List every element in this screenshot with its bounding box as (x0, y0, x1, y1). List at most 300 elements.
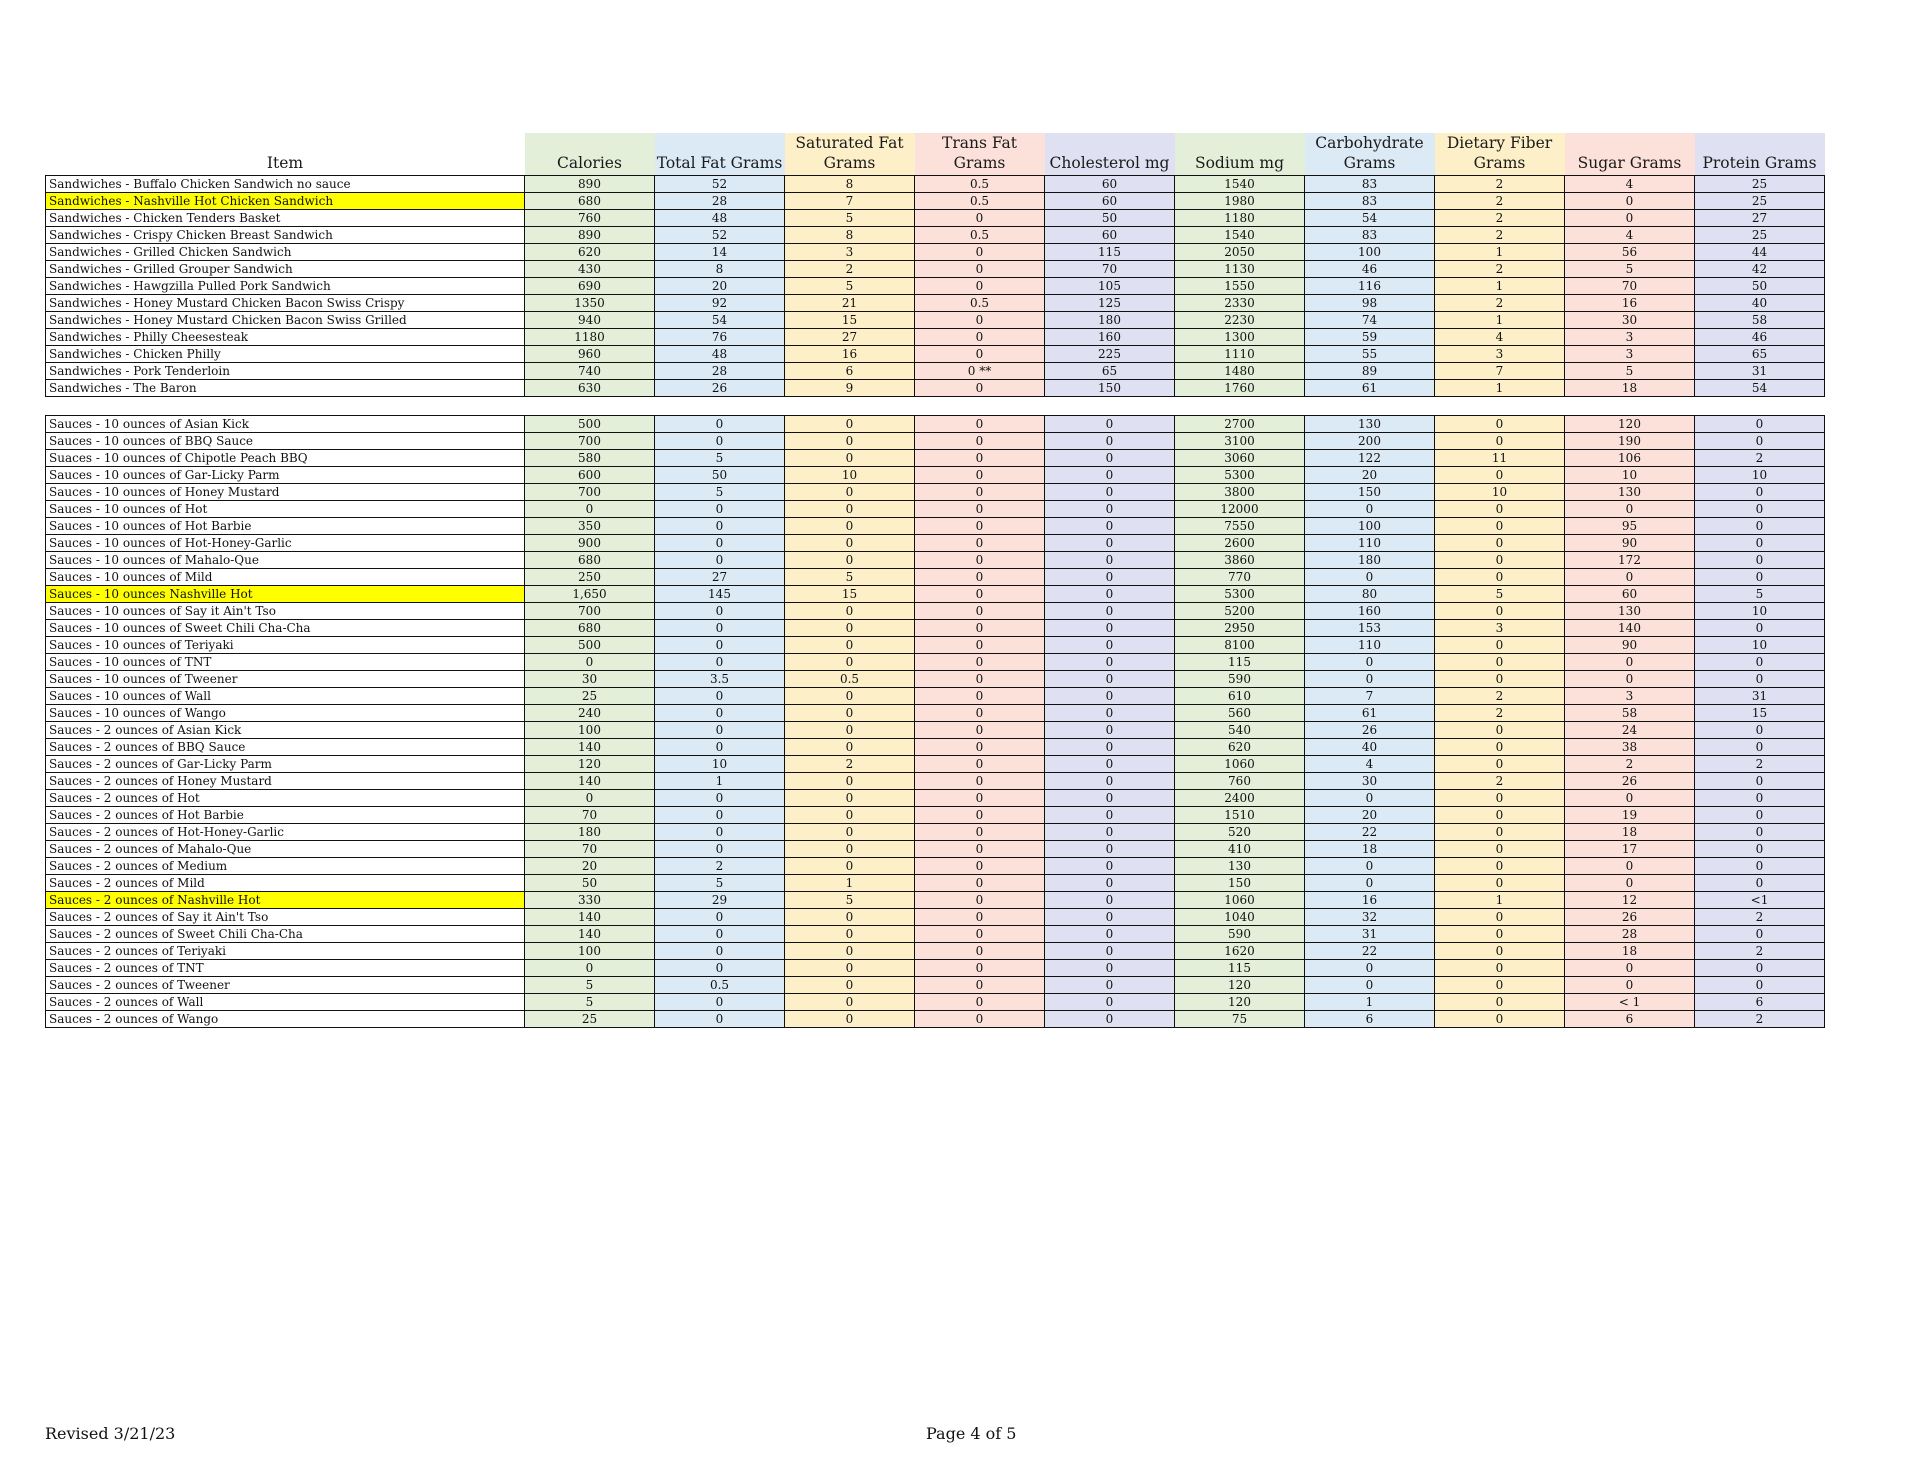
cholesterol-cell: 60 (1045, 176, 1175, 193)
sodium-cell: 1760 (1175, 380, 1305, 397)
trans-fat-cell: 0 (915, 278, 1045, 295)
trans-fat-cell: 0 (915, 518, 1045, 535)
protein-cell: 0 (1695, 977, 1825, 994)
calories-cell: 1180 (525, 329, 655, 346)
sodium-cell: 120 (1175, 977, 1305, 994)
carbohydrate-cell: 153 (1305, 620, 1435, 637)
sugar-cell: 16 (1565, 295, 1695, 312)
table-row (46, 875, 1825, 892)
total-fat-cell: 76 (655, 329, 785, 346)
item-name-cell: Sauces - 10 ounces of Mild (46, 569, 525, 586)
sodium-cell: 3800 (1175, 484, 1305, 501)
saturated-fat-cell: 0 (785, 416, 915, 433)
sodium-cell: 1300 (1175, 329, 1305, 346)
table-row (46, 416, 1825, 433)
item-name-cell: Sauces - 2 ounces of Wall (46, 994, 525, 1011)
calories-cell: 5 (525, 994, 655, 1011)
table-row (46, 705, 1825, 722)
calories-cell: 1350 (525, 295, 655, 312)
table-row (46, 535, 1825, 552)
sodium-cell: 410 (1175, 841, 1305, 858)
saturated-fat-cell: 0 (785, 977, 915, 994)
sodium-cell: 1110 (1175, 346, 1305, 363)
sodium-cell: 760 (1175, 773, 1305, 790)
table-row (46, 501, 1825, 518)
calories-cell: 140 (525, 926, 655, 943)
carbohydrate-cell: 30 (1305, 773, 1435, 790)
item-name-cell: Sauces - 10 ounces of Wall (46, 688, 525, 705)
protein-cell: 0 (1695, 671, 1825, 688)
saturated-fat-cell: 0 (785, 501, 915, 518)
calories-cell: 140 (525, 739, 655, 756)
table-row (46, 210, 1825, 227)
saturated-fat-cell: 0 (785, 824, 915, 841)
dietary-fiber-cell: 4 (1435, 329, 1565, 346)
table-row (46, 518, 1825, 535)
cholesterol-cell: 0 (1045, 824, 1175, 841)
table-row (46, 484, 1825, 501)
calories-cell: 5 (525, 977, 655, 994)
total-fat-cell: 1 (655, 773, 785, 790)
calories-cell: 140 (525, 773, 655, 790)
cholesterol-cell: 160 (1045, 329, 1175, 346)
carbohydrate-cell: 61 (1305, 705, 1435, 722)
table-row (46, 892, 1825, 909)
table-row (46, 586, 1825, 603)
item-name-cell: Sauces - 2 ounces of Hot Barbie (46, 807, 525, 824)
dietary-fiber-cell: 0 (1435, 960, 1565, 977)
calories-cell: 180 (525, 824, 655, 841)
trans-fat-cell: 0 (915, 858, 1045, 875)
table-row (46, 278, 1825, 295)
dietary-fiber-cell: 1 (1435, 244, 1565, 261)
calories-cell: 580 (525, 450, 655, 467)
total-fat-cell: 0 (655, 943, 785, 960)
dietary-fiber-cell: 0 (1435, 569, 1565, 586)
dietary-fiber-cell: 11 (1435, 450, 1565, 467)
dietary-fiber-cell: 0 (1435, 518, 1565, 535)
carbohydrate-cell: 74 (1305, 312, 1435, 329)
carbohydrate-cell: 0 (1305, 654, 1435, 671)
trans-fat-cell: 0 (915, 977, 1045, 994)
carbohydrate-cell: 122 (1305, 450, 1435, 467)
dietary-fiber-cell: 0 (1435, 858, 1565, 875)
calories-cell: 70 (525, 807, 655, 824)
dietary-fiber-cell: 2 (1435, 176, 1565, 193)
table-row (46, 346, 1825, 363)
carbohydrate-cell: 0 (1305, 875, 1435, 892)
carbohydrate-cell: 150 (1305, 484, 1435, 501)
saturated-fat-cell: 5 (785, 569, 915, 586)
sodium-cell: 5300 (1175, 467, 1305, 484)
calories-cell: 350 (525, 518, 655, 535)
protein-cell: <1 (1695, 892, 1825, 909)
item-name-cell: Sandwiches - Pork Tenderloin (46, 363, 525, 380)
column-header-sugar: Sugar Grams (1565, 133, 1695, 176)
table-row (46, 244, 1825, 261)
sugar-cell: 3 (1565, 329, 1695, 346)
trans-fat-cell: 0 (915, 244, 1045, 261)
trans-fat-cell: 0.5 (915, 227, 1045, 244)
cholesterol-cell: 0 (1045, 909, 1175, 926)
saturated-fat-cell: 0 (785, 518, 915, 535)
sugar-cell: 4 (1565, 176, 1695, 193)
dietary-fiber-cell: 3 (1435, 620, 1565, 637)
total-fat-cell: 0 (655, 909, 785, 926)
sodium-cell: 75 (1175, 1011, 1305, 1028)
column-header-cholesterol: Cholesterol mg (1045, 133, 1175, 176)
protein-cell: 0 (1695, 620, 1825, 637)
cholesterol-cell: 0 (1045, 705, 1175, 722)
cholesterol-cell: 150 (1045, 380, 1175, 397)
saturated-fat-cell: 5 (785, 278, 915, 295)
sugar-cell: 0 (1565, 671, 1695, 688)
carbohydrate-cell: 46 (1305, 261, 1435, 278)
revised-date: Revised 3/21/23 (45, 1424, 176, 1443)
carbohydrate-cell: 200 (1305, 433, 1435, 450)
protein-cell: 27 (1695, 210, 1825, 227)
table-row (46, 363, 1825, 380)
protein-cell: 0 (1695, 773, 1825, 790)
saturated-fat-cell: 0.5 (785, 671, 915, 688)
item-name-cell: Sauces - 2 ounces of Medium (46, 858, 525, 875)
saturated-fat-cell: 0 (785, 960, 915, 977)
column-header-carbohydrate: Carbohydrate Grams (1305, 133, 1435, 176)
sodium-cell: 12000 (1175, 501, 1305, 518)
protein-cell: 25 (1695, 176, 1825, 193)
protein-cell: 46 (1695, 329, 1825, 346)
cholesterol-cell: 0 (1045, 569, 1175, 586)
trans-fat-cell: 0 (915, 807, 1045, 824)
dietary-fiber-cell: 0 (1435, 994, 1565, 1011)
trans-fat-cell: 0 (915, 552, 1045, 569)
sugar-cell: 90 (1565, 535, 1695, 552)
item-name-cell: Sauces - 2 ounces of TNT (46, 960, 525, 977)
protein-cell: 2 (1695, 450, 1825, 467)
total-fat-cell: 52 (655, 227, 785, 244)
table-row (46, 858, 1825, 875)
column-header-total-fat: Total Fat Grams (655, 133, 785, 176)
calories-cell: 240 (525, 705, 655, 722)
carbohydrate-cell: 6 (1305, 1011, 1435, 1028)
table-row (46, 620, 1825, 637)
total-fat-cell: 20 (655, 278, 785, 295)
sugar-cell: 10 (1565, 467, 1695, 484)
total-fat-cell: 0 (655, 1011, 785, 1028)
carbohydrate-cell: 0 (1305, 671, 1435, 688)
sugar-cell: 0 (1565, 960, 1695, 977)
carbohydrate-cell: 0 (1305, 960, 1435, 977)
carbohydrate-cell: 116 (1305, 278, 1435, 295)
sugar-cell: 3 (1565, 688, 1695, 705)
saturated-fat-cell: 5 (785, 892, 915, 909)
item-name-cell: Sandwiches - Nashville Hot Chicken Sandwich (46, 193, 525, 210)
sugar-cell: 5 (1565, 363, 1695, 380)
sugar-cell: 4 (1565, 227, 1695, 244)
calories-cell: 0 (525, 654, 655, 671)
sodium-cell: 2050 (1175, 244, 1305, 261)
sugar-cell: 3 (1565, 346, 1695, 363)
saturated-fat-cell: 0 (785, 722, 915, 739)
cholesterol-cell: 0 (1045, 501, 1175, 518)
sugar-cell: 90 (1565, 637, 1695, 654)
saturated-fat-cell: 6 (785, 363, 915, 380)
dietary-fiber-cell: 0 (1435, 1011, 1565, 1028)
cholesterol-cell: 0 (1045, 807, 1175, 824)
sugar-cell: 172 (1565, 552, 1695, 569)
protein-cell: 6 (1695, 994, 1825, 1011)
calories-cell: 500 (525, 416, 655, 433)
protein-cell: 0 (1695, 484, 1825, 501)
cholesterol-cell: 0 (1045, 756, 1175, 773)
dietary-fiber-cell: 0 (1435, 756, 1565, 773)
protein-cell: 2 (1695, 1011, 1825, 1028)
cholesterol-cell: 0 (1045, 926, 1175, 943)
carbohydrate-cell: 83 (1305, 193, 1435, 210)
carbohydrate-cell: 40 (1305, 739, 1435, 756)
item-name-cell: Sandwiches - Buffalo Chicken Sandwich no sauce (46, 176, 525, 193)
trans-fat-cell: 0 (915, 637, 1045, 654)
saturated-fat-cell: 2 (785, 261, 915, 278)
dietary-fiber-cell: 0 (1435, 926, 1565, 943)
sugar-cell: 95 (1565, 518, 1695, 535)
calories-cell: 0 (525, 790, 655, 807)
saturated-fat-cell: 1 (785, 875, 915, 892)
total-fat-cell: 5 (655, 875, 785, 892)
sodium-cell: 770 (1175, 569, 1305, 586)
saturated-fat-cell: 0 (785, 909, 915, 926)
table-row (46, 926, 1825, 943)
carbohydrate-cell: 89 (1305, 363, 1435, 380)
cholesterol-cell: 0 (1045, 433, 1175, 450)
protein-cell: 0 (1695, 433, 1825, 450)
cholesterol-cell: 0 (1045, 484, 1175, 501)
calories-cell: 25 (525, 688, 655, 705)
total-fat-cell: 0 (655, 960, 785, 977)
trans-fat-cell: 0.5 (915, 176, 1045, 193)
cholesterol-cell: 225 (1045, 346, 1175, 363)
total-fat-cell: 2 (655, 858, 785, 875)
item-name-cell: Sandwiches - Grilled Chicken Sandwich (46, 244, 525, 261)
carbohydrate-cell: 83 (1305, 176, 1435, 193)
cholesterol-cell: 0 (1045, 790, 1175, 807)
dietary-fiber-cell: 1 (1435, 312, 1565, 329)
cholesterol-cell: 0 (1045, 586, 1175, 603)
nutrition-table (45, 133, 1825, 1028)
dietary-fiber-cell: 0 (1435, 875, 1565, 892)
carbohydrate-cell: 59 (1305, 329, 1435, 346)
saturated-fat-cell: 9 (785, 380, 915, 397)
trans-fat-cell: 0 (915, 569, 1045, 586)
column-header-item: Item (266, 154, 304, 172)
sodium-cell: 3100 (1175, 433, 1305, 450)
total-fat-cell: 8 (655, 261, 785, 278)
carbohydrate-cell: 22 (1305, 824, 1435, 841)
table-row (46, 1011, 1825, 1028)
calories-cell: 700 (525, 433, 655, 450)
carbohydrate-cell: 0 (1305, 569, 1435, 586)
carbohydrate-cell: 0 (1305, 501, 1435, 518)
total-fat-cell: 5 (655, 450, 785, 467)
dietary-fiber-cell: 10 (1435, 484, 1565, 501)
item-name-cell: Sauces - 2 ounces of Teriyaki (46, 943, 525, 960)
sodium-cell: 1620 (1175, 943, 1305, 960)
carbohydrate-cell: 160 (1305, 603, 1435, 620)
carbohydrate-cell: 100 (1305, 518, 1435, 535)
cholesterol-cell: 125 (1045, 295, 1175, 312)
carbohydrate-cell: 130 (1305, 416, 1435, 433)
total-fat-cell: 0 (655, 722, 785, 739)
table-row (46, 176, 1825, 193)
item-name-cell: Sauces - 10 ounces of TNT (46, 654, 525, 671)
sodium-cell: 115 (1175, 960, 1305, 977)
dietary-fiber-cell: 2 (1435, 688, 1565, 705)
table-header (46, 133, 1825, 176)
dietary-fiber-cell: 0 (1435, 909, 1565, 926)
saturated-fat-cell: 0 (785, 484, 915, 501)
dietary-fiber-cell: 2 (1435, 210, 1565, 227)
sodium-cell: 5200 (1175, 603, 1305, 620)
protein-cell: 0 (1695, 960, 1825, 977)
trans-fat-cell: 0 (915, 994, 1045, 1011)
sugar-cell: 120 (1565, 416, 1695, 433)
protein-cell: 0 (1695, 841, 1825, 858)
trans-fat-cell: 0 (915, 603, 1045, 620)
total-fat-cell: 0 (655, 518, 785, 535)
trans-fat-cell: 0.5 (915, 193, 1045, 210)
carbohydrate-cell: 7 (1305, 688, 1435, 705)
table-row (46, 467, 1825, 484)
total-fat-cell: 0 (655, 552, 785, 569)
calories-cell: 700 (525, 603, 655, 620)
dietary-fiber-cell: 0 (1435, 535, 1565, 552)
dietary-fiber-cell: 2 (1435, 773, 1565, 790)
protein-cell: 25 (1695, 227, 1825, 244)
table-row (46, 312, 1825, 329)
carbohydrate-cell: 0 (1305, 977, 1435, 994)
protein-cell: 0 (1695, 824, 1825, 841)
column-header-saturated-fat: Saturated Fat Grams (785, 133, 915, 176)
dietary-fiber-cell: 0 (1435, 824, 1565, 841)
total-fat-cell: 0 (655, 688, 785, 705)
sugar-cell: 106 (1565, 450, 1695, 467)
item-name-cell: Sauces - 10 ounces of Hot Barbie (46, 518, 525, 535)
cholesterol-cell: 0 (1045, 416, 1175, 433)
sugar-cell: 60 (1565, 586, 1695, 603)
protein-cell: 0 (1695, 535, 1825, 552)
dietary-fiber-cell: 7 (1435, 363, 1565, 380)
header-row (46, 133, 1825, 176)
total-fat-cell: 28 (655, 363, 785, 380)
item-name-cell: Sandwiches - Crispy Chicken Breast Sandwich (46, 227, 525, 244)
sodium-cell: 1540 (1175, 176, 1305, 193)
saturated-fat-cell: 0 (785, 433, 915, 450)
sugar-cell: 0 (1565, 875, 1695, 892)
item-name-cell: Sauces - 2 ounces of Tweener (46, 977, 525, 994)
cholesterol-cell: 0 (1045, 671, 1175, 688)
trans-fat-cell: 0 (915, 261, 1045, 278)
sugar-cell: 38 (1565, 739, 1695, 756)
dietary-fiber-cell: 0 (1435, 603, 1565, 620)
cholesterol-cell: 70 (1045, 261, 1175, 278)
saturated-fat-cell: 0 (785, 943, 915, 960)
total-fat-cell: 27 (655, 569, 785, 586)
cholesterol-cell: 0 (1045, 518, 1175, 535)
protein-cell: 10 (1695, 603, 1825, 620)
item-name-cell: Sandwiches - Chicken Philly (46, 346, 525, 363)
sodium-cell: 590 (1175, 671, 1305, 688)
sugar-cell: 0 (1565, 501, 1695, 518)
cholesterol-cell: 0 (1045, 773, 1175, 790)
total-fat-cell: 0 (655, 501, 785, 518)
trans-fat-cell: 0 (915, 824, 1045, 841)
dietary-fiber-cell: 0 (1435, 977, 1565, 994)
carbohydrate-cell: 98 (1305, 295, 1435, 312)
trans-fat-cell: 0 (915, 467, 1045, 484)
sugar-cell: 58 (1565, 705, 1695, 722)
sodium-cell: 1480 (1175, 363, 1305, 380)
total-fat-cell: 0 (655, 739, 785, 756)
sugar-cell: 28 (1565, 926, 1695, 943)
carbohydrate-cell: 1 (1305, 994, 1435, 1011)
saturated-fat-cell: 0 (785, 841, 915, 858)
protein-cell: 58 (1695, 312, 1825, 329)
sugar-cell: 17 (1565, 841, 1695, 858)
protein-cell: 0 (1695, 416, 1825, 433)
total-fat-cell: 0 (655, 994, 785, 1011)
trans-fat-cell: 0 (915, 671, 1045, 688)
column-header-trans-fat: Trans Fat Grams (915, 133, 1045, 176)
trans-fat-cell: 0 (915, 790, 1045, 807)
cholesterol-cell: 0 (1045, 994, 1175, 1011)
saturated-fat-cell: 10 (785, 467, 915, 484)
cholesterol-cell: 0 (1045, 943, 1175, 960)
saturated-fat-cell: 27 (785, 329, 915, 346)
sugar-cell: < 1 (1565, 994, 1695, 1011)
cholesterol-cell: 0 (1045, 875, 1175, 892)
cholesterol-cell: 0 (1045, 960, 1175, 977)
total-fat-cell: 0 (655, 841, 785, 858)
carbohydrate-cell: 32 (1305, 909, 1435, 926)
saturated-fat-cell: 0 (785, 603, 915, 620)
sodium-cell: 130 (1175, 858, 1305, 875)
protein-cell: 0 (1695, 569, 1825, 586)
carbohydrate-cell: 31 (1305, 926, 1435, 943)
sugar-cell: 56 (1565, 244, 1695, 261)
saturated-fat-cell: 3 (785, 244, 915, 261)
carbohydrate-cell: 4 (1305, 756, 1435, 773)
dietary-fiber-cell: 0 (1435, 552, 1565, 569)
item-name-cell: Sandwiches - Hawgzilla Pulled Pork Sandwich (46, 278, 525, 295)
dietary-fiber-cell: 0 (1435, 654, 1565, 671)
item-name-cell: Sauces - 2 ounces of Honey Mustard (46, 773, 525, 790)
saturated-fat-cell: 0 (785, 654, 915, 671)
protein-cell: 0 (1695, 518, 1825, 535)
item-name-cell: Sauces - 10 ounces of Gar-Licky Parm (46, 467, 525, 484)
protein-cell: 0 (1695, 654, 1825, 671)
carbohydrate-cell: 61 (1305, 380, 1435, 397)
cholesterol-cell: 0 (1045, 722, 1175, 739)
sodium-cell: 1130 (1175, 261, 1305, 278)
column-header-calories: Calories (525, 133, 655, 176)
trans-fat-cell: 0 (915, 329, 1045, 346)
calories-cell: 0 (525, 501, 655, 518)
total-fat-cell: 0 (655, 433, 785, 450)
item-name-cell: Sauces - 10 ounces of Wango (46, 705, 525, 722)
table-row (46, 671, 1825, 688)
calories-cell: 690 (525, 278, 655, 295)
cholesterol-cell: 65 (1045, 363, 1175, 380)
